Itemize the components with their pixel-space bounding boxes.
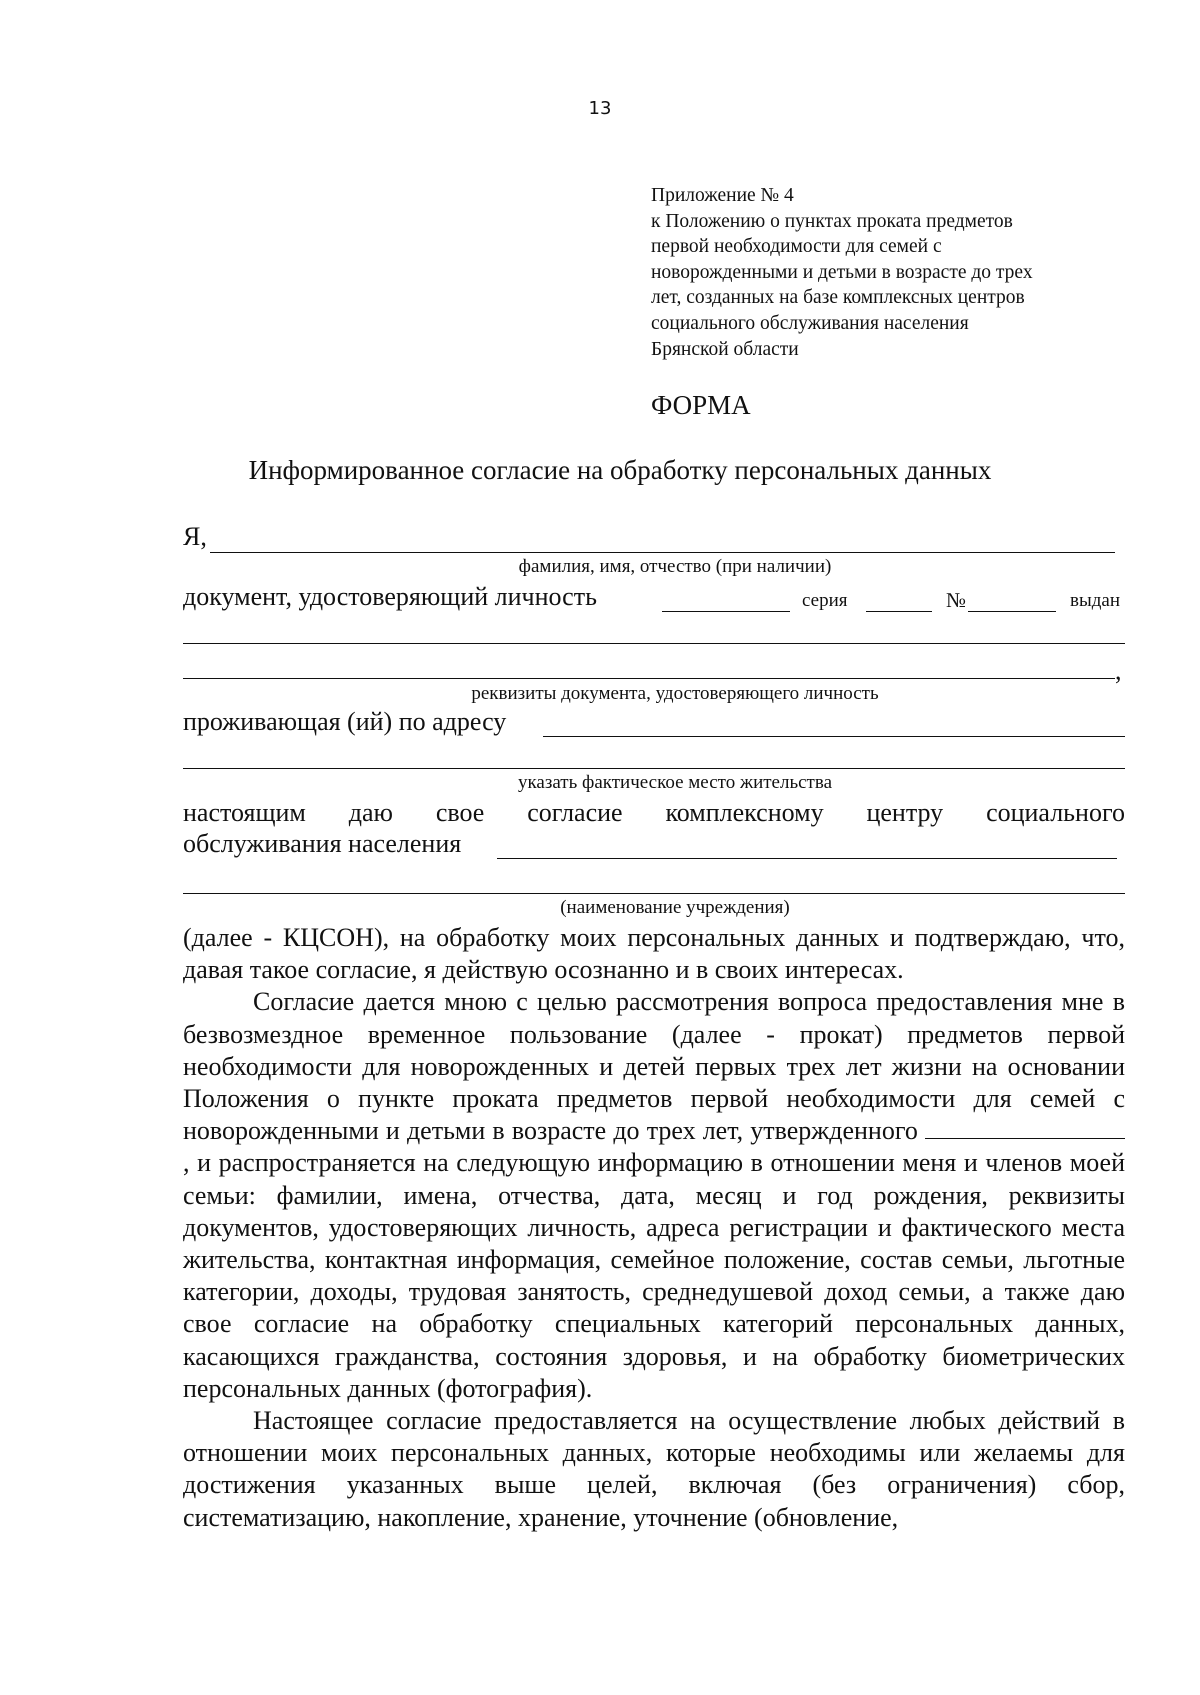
consent-word: даю <box>348 798 393 827</box>
document-title: Информированное согласие на обработку персональных данных <box>248 455 992 485</box>
fio-input-line[interactable] <box>210 552 1115 553</box>
paragraph-3: Настоящее согласие предоставляется на осуществление любых действий в отношении моих персональных данных, которые необходимы или желаемы для достижения указанных выше целей, включая (без ограничения) сбор, систематизацию, накопление, хранение, уточнение (обновление, <box>183 1406 1125 1532</box>
issued-input-line-2[interactable] <box>183 678 1115 679</box>
address-caption: указать фактическое место жительства <box>517 772 833 793</box>
doc-label: документ, удостоверяющий личность <box>183 582 597 611</box>
address-label: проживающая (ий) по адресу <box>183 707 507 736</box>
org-caption: (наименование учреждения) <box>560 897 790 918</box>
comma: , <box>1115 656 1122 685</box>
issued-label: выдан <box>1070 590 1121 611</box>
paragraph-2-part-2: , и распространяется на следующую информацию в отношении меня и членов моей семьи: фамилии, имена, отчества, дата, месяц и год рождения, реквизиты документов, удостоверяющих личность, адреса регистрации и фактического места жительства, контактная информация, семейное положение, состав семьи, льготные категории, доходы, трудовая занятость, среднедушевой доход семьи, а также даю свое согласие на обработку специальных категорий персональных данных, касающихся гражданства, состояния здоровья, и на обработку биометрических персональных данных (фотография). <box>183 1148 1125 1403</box>
consent-word: согласие <box>527 798 623 827</box>
org-input-line-2[interactable] <box>183 893 1125 894</box>
series-label: серия <box>802 590 848 611</box>
issued-input-line-1[interactable] <box>183 643 1125 644</box>
number-label: № <box>946 588 967 612</box>
address-input-line-1[interactable] <box>543 736 1125 737</box>
paragraph-1: (далее - КЦСОН), на обработку моих персональных данных и подтверждаю, что, давая такое согласие, я действую осознанно и в своих интересах. <box>183 923 1125 985</box>
appendix-line: социального обслуживания населения <box>651 312 969 334</box>
consent-word: комплексному <box>665 798 824 827</box>
appendix-line: к Положению о пунктах проката предметов <box>651 210 1013 232</box>
consent-word: настоящим <box>183 798 306 827</box>
appendix-line: Брянской области <box>651 338 799 360</box>
i-label: Я, <box>183 522 207 551</box>
appendix-line: Приложение № 4 <box>651 185 794 206</box>
appendix-line: лет, созданных на базе комплексных центров <box>651 287 1025 309</box>
doc-type-input-line[interactable] <box>662 611 790 612</box>
fio-caption: фамилия, имя, отчество (при наличии) <box>518 556 832 577</box>
appendix-block <box>651 183 1131 362</box>
series-input-line[interactable] <box>866 611 932 612</box>
number-input-line[interactable] <box>968 611 1056 612</box>
form-label: ФОРМА <box>651 390 751 420</box>
address-input-line-2[interactable] <box>183 768 1125 769</box>
paragraph-2-part-1: Согласие дается мною с целью рассмотрения вопроса предоставления мне в безвозмездное временное пользование (далее - прокат) предметов первой необходимости для новорожденных и детей первых трех лет жизни на основании Положения о пункте проката предметов первой необходимости для семей с новорожденными и детьми в возрасте до трех лет, утвержденного <box>183 987 1125 1146</box>
page-number: 13 <box>588 98 612 119</box>
service-label: обслуживания населения <box>183 829 462 858</box>
consent-word: свое <box>435 798 485 827</box>
doc-caption: реквизиты документа, удостоверяющего личность <box>471 683 879 704</box>
approved-by-input-line[interactable] <box>925 1118 1125 1139</box>
org-input-line-1[interactable] <box>497 858 1117 859</box>
appendix-line: новорожденными и детьми в возрасте до трех <box>651 261 1033 283</box>
body-text <box>183 922 1125 1534</box>
paragraph-2 <box>183 986 1125 1405</box>
consent-word: социального <box>986 798 1125 827</box>
consent-word: центру <box>866 798 944 827</box>
consent-line <box>183 798 1125 828</box>
appendix-line: первой необходимости для семей с <box>651 236 942 258</box>
